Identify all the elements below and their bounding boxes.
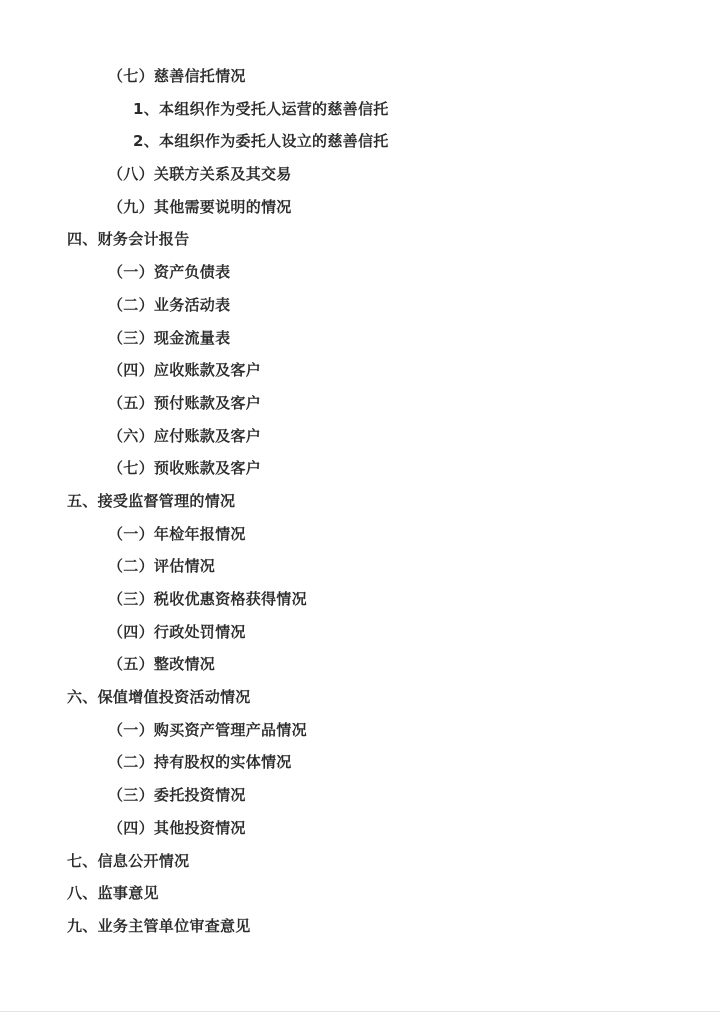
toc-item: （四）应收账款及客户	[108, 361, 262, 380]
toc-item: （五）整改情况	[108, 655, 216, 674]
toc-section-heading: 九、业务主管单位审查意见	[67, 916, 251, 935]
toc-item: （七）预收账款及客户	[108, 459, 262, 478]
toc-section-heading: 六、保值增值投资活动情况	[67, 688, 251, 707]
toc-item: （三）委托投资情况	[108, 786, 246, 805]
toc-item: （七）慈善信托情况	[108, 67, 246, 85]
toc-item: （四）行政处罚情况	[108, 622, 246, 641]
toc-item: （九）其他需要说明的情况	[108, 197, 292, 216]
toc-item: 1、本组织作为受托人运营的慈善信托	[133, 99, 389, 118]
page-bottom-edge	[0, 1011, 720, 1012]
toc-section-heading: 八、监事意见	[67, 884, 159, 903]
toc-item: （四）其他投资情况	[108, 818, 246, 837]
toc-section-heading: 五、接受监督管理的情况	[67, 491, 236, 510]
toc-section-heading: 四、财务会计报告	[67, 230, 190, 249]
toc-item: 2、本组织作为委托人设立的慈善信托	[133, 132, 389, 151]
toc-item: （八）关联方关系及其交易	[108, 165, 292, 184]
toc-item: （二）业务活动表	[108, 295, 231, 314]
toc-item: （三）税收优惠资格获得情况	[108, 590, 307, 608]
toc-item: （二）评估情况	[108, 557, 216, 576]
toc-item: （三）现金流量表	[108, 328, 231, 347]
toc-item: （二）持有股权的实体情况	[108, 753, 292, 772]
toc-section-heading: 七、信息公开情况	[67, 851, 190, 870]
toc-item: （一）购买资产管理产品情况	[108, 720, 307, 739]
table-of-contents	[0, 60, 720, 943]
toc-item: （六）应付账款及客户	[108, 426, 262, 445]
toc-item: （一）资产负债表	[108, 263, 231, 282]
toc-item: （一）年检年报情况	[108, 524, 246, 543]
toc-item: （五）预付账款及客户	[108, 393, 262, 412]
